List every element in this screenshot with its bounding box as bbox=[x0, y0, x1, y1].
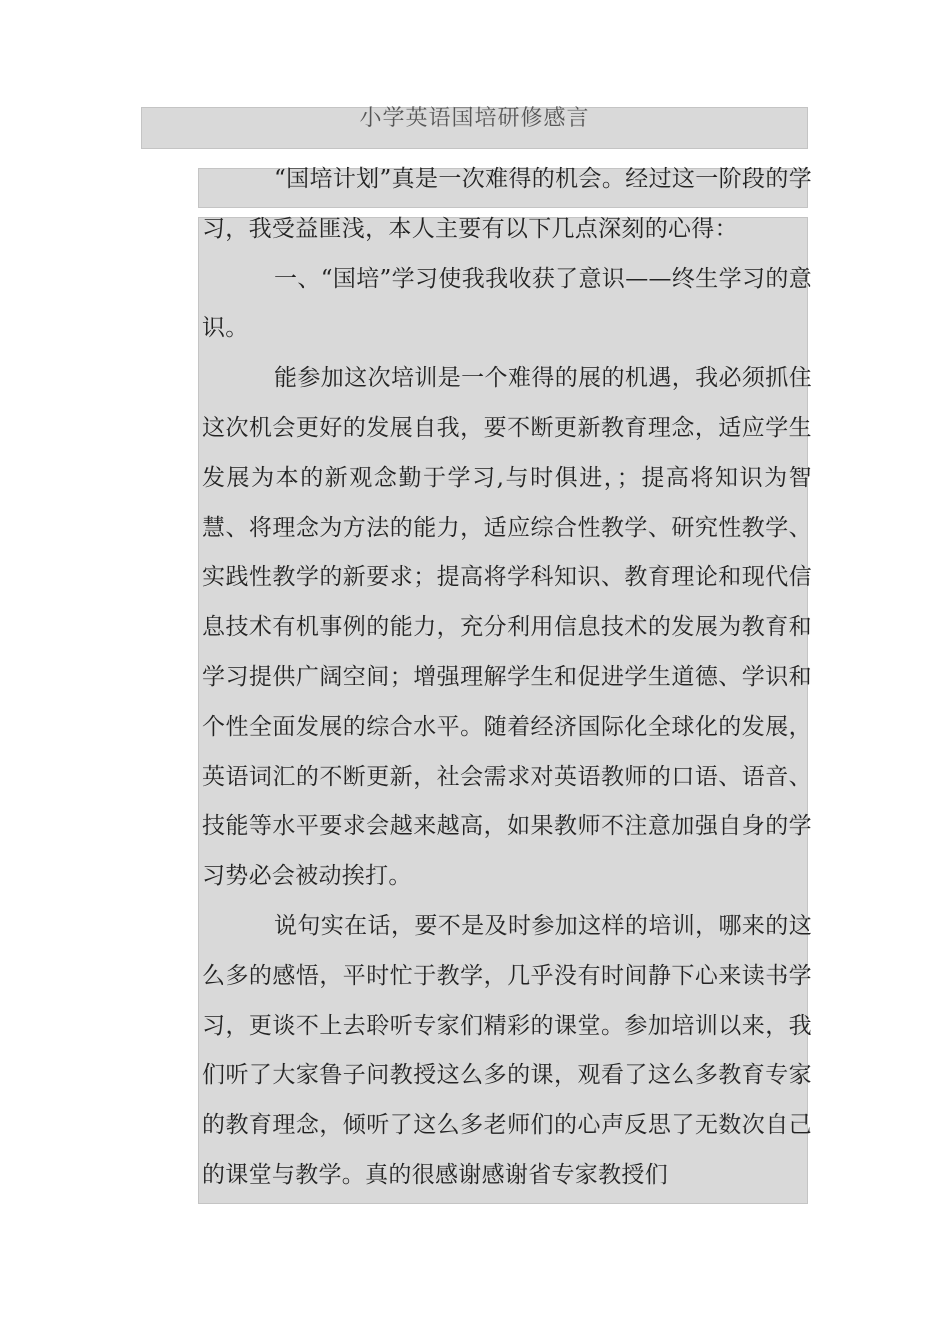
document-body bbox=[202, 155, 812, 1201]
document-title: 小学英语国培研修感言 bbox=[359, 106, 590, 131]
paragraph-training: 能参加这次培训是一个难得的展的机遇，我必须抓住这次机会更好的发展自我，要不断更新教育理念，适应学生发展为本的新观念勤于学习,与时俱进，；提高将知识为智慧、将理念为方法的能力，适应综合性教学、研究性教学、实践性教学的新要求；提高将学科知识、教育理论和现代信息技术有机事例的能力，充分利用信息技术的发展为教育和学习提供广阔空间；增强理解学生和促进学生道德、学识和个性全面发展的综合水平。随着经济国际化全球化的发展，英语词汇的不断更新，社会需求对英语教师的口语、语音、技能等水平要求会越来越高，如果教师不注意加强自身的学习势必会被动挨打。 bbox=[202, 365, 812, 890]
paragraph-intro: “国培计划”真是一次难得的机会。经过这一阶段的学习，我受益匪浅，本人主要有以下几点深刻的心得： bbox=[202, 166, 812, 242]
paragraph-heading-1: 一、“国培”学习使我我收获了意识——终生学习的意识。 bbox=[202, 265, 812, 342]
paragraph-reflection: 说句实在话，要不是及时参加这样的培训，哪来的这么多的感悟，平时忙于教学，几乎没有时间静下心来读书学习，更谈不上去聆听专家们精彩的课堂。参加培训以来，我们听了大家鲁子问教授这么多的课，观看了这么多教育专家的教育理念，倾听了这么多老师们的心声反思了无数次自己的课堂与教学。真的很感谢感谢省专家教授们 bbox=[202, 912, 812, 1188]
